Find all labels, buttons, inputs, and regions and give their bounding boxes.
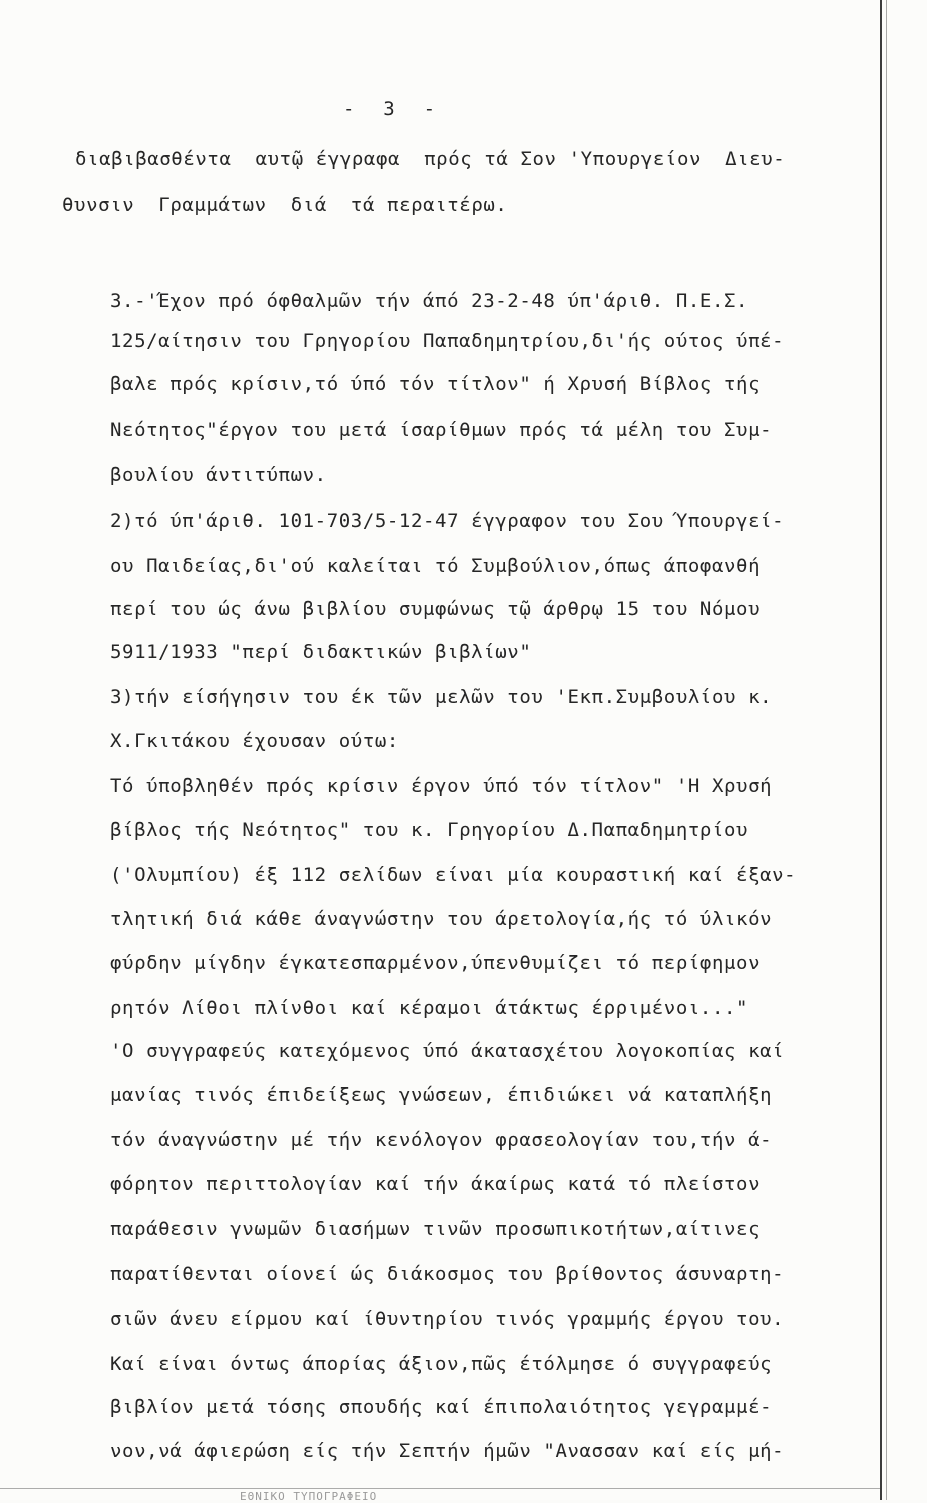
body-line: 3.-'Έχον πρό όφθαλμῶν τήν άπό 23-2-48 ύπ'άριθ. Π.Ε.Σ. <box>110 290 749 312</box>
bottom-rule <box>0 1488 880 1489</box>
body-line: φόρητον περιττολογίαν καί τήν άκαίρως κατά τό πλείστον <box>110 1173 761 1195</box>
body-line: σιῶν άνευ είρμου καί ίθυντηρίου τινός γραμμής έργου του. <box>110 1308 785 1330</box>
body-line: νον,νά άφιερώση είς τήν Σεπτήν ήμῶν "Ανασσαν καί είς μή- <box>110 1440 785 1462</box>
body-line: 125/αίτησιν του Γρηγορίου Παπαδημητρίου,δι'ής ούτος ύπέ- <box>110 330 785 352</box>
body-line: περί του ώς άνω βιβλίου συμφώνως τῷ άρθρῳ 15 του Νόμου <box>110 598 761 620</box>
footer-watermark-text: ΕΘΝΙΚΟ ΤΥΠΟΓΡΑΦΕΙΟ <box>240 1490 378 1503</box>
body-line: μανίας τινός έπιδείξεως γνώσεων, έπιδιώκει νά καταπλήξη <box>110 1084 773 1106</box>
body-line: φύρδην μίγδην έγκατεσπαρμένον,ύπενθυμίζει τό περίφημον <box>110 952 761 974</box>
body-line: βαλε πρός κρίσιν,τό ύπό τόν τίτλον" ή Χρυσή Βίβλος τής <box>110 373 761 395</box>
body-line: Νεότητος"έργον του μετά ίσαρίθμων πρός τά μέλη του Συμ- <box>110 419 773 441</box>
body-line: τόν άναγνώστην μέ τήν κενόλογον φρασεολογίαν του,τήν ά- <box>110 1129 773 1151</box>
right-margin-rule-secondary <box>886 0 887 1500</box>
body-line: βίβλος τής Νεότητος" του κ. Γρηγορίου Δ.Παπαδημητρίου <box>110 819 749 841</box>
body-line: Τό ύποβληθέν πρός κρίσιν έργον ύπό τόν τίτλον" 'Η Χρυσή <box>110 775 773 797</box>
body-line: ('Ολυμπίου) έξ 112 σελίδων είναι μία κουραστική καί έξαν- <box>110 864 797 886</box>
body-line: 5911/1933 "περί διδακτικών βιβλίων" <box>110 641 532 663</box>
body-line: τλητική διά κάθε άναγνώστην του άρετολογία,ής τό ύλικόν <box>110 908 773 930</box>
body-line: 'Ο συγγραφεύς κατεχόμενος ύπό άκατασχέτου λογοκοπίας καί <box>110 1040 785 1062</box>
body-line: βιβλίον μετά τόσης σπουδής καί έπιπολαιότητος γεγραμμέ- <box>110 1396 773 1418</box>
body-line: 3)τήν είσήγησιν του έκ τῶν μελῶν του 'Εκπ.Συμβουλίου κ. <box>110 686 773 708</box>
body-line: Καί είναι όντως άπορίας άξιον,πῶς έτόλμησε ό συγγραφεύς <box>110 1353 773 1375</box>
page-number: - 3 - <box>342 98 438 120</box>
intro-line: θυνσιν Γραμμάτων διά τά περαιτέρω. <box>62 194 508 216</box>
right-margin-rule <box>880 0 882 1500</box>
body-line: βουλίου άντιτύπων. <box>110 464 327 486</box>
intro-line: διαβιβασθέντα αυτῷ έγγραφα πρός τά Σον 'Υπουργείον Διευ- <box>75 148 786 170</box>
body-line: παράθεσιν γνωμῶν διασήμων τινῶν προσωπικοτήτων,αίτινες <box>110 1218 761 1240</box>
body-line: Χ.Γκιτάκου έχουσαν ούτω: <box>110 730 399 752</box>
body-line: 2)τό ύπ'άριθ. 101-703/5-12-47 έγγραφον του Σου Ύπουργεί- <box>110 510 785 532</box>
body-line: ρητόν Λίθοι πλίνθοι καί κέραμοι άτάκτως έρριμένοι..." <box>110 997 749 1019</box>
body-line: παρατίθενται οίονεί ώς διάκοσμος του βρίθοντος άσυναρτη- <box>110 1263 785 1285</box>
body-line: ου Παιδείας,δι'ού καλείται τό Συμβούλιον,όπως άποφανθή <box>110 555 761 577</box>
